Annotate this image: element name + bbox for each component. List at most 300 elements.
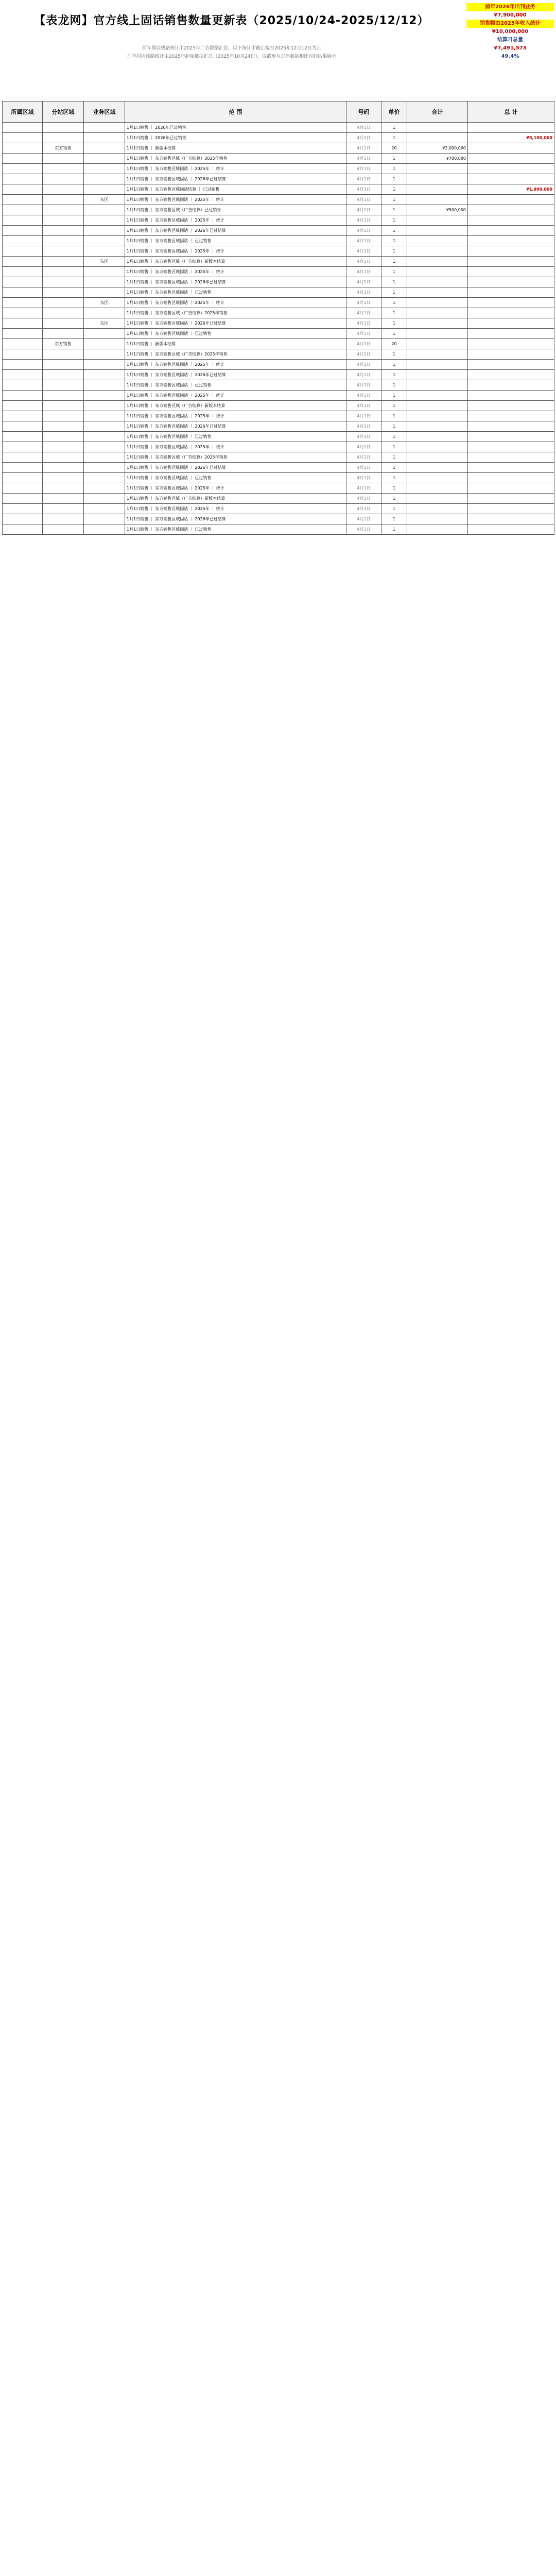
table-cell-price: 1 xyxy=(381,277,407,287)
table-row xyxy=(3,463,554,473)
table-cell-no: 4月1日 xyxy=(346,298,381,308)
table-row xyxy=(3,504,554,514)
table-cell-branch xyxy=(43,494,84,504)
table-row xyxy=(3,174,554,184)
column-header: 范 围 xyxy=(125,101,346,123)
table-cell-region xyxy=(3,524,43,535)
table-cell-region xyxy=(3,339,43,349)
table-cell-no: 4月1日 xyxy=(346,370,381,380)
table-cell-region xyxy=(3,411,43,421)
table-row xyxy=(3,164,554,174)
table-cell-no: 4月1日 xyxy=(346,391,381,401)
table-cell-sum xyxy=(407,391,468,401)
table-cell-area xyxy=(84,360,125,370)
table-cell-region xyxy=(3,308,43,318)
table-row xyxy=(3,298,554,308)
table-cell-region xyxy=(3,246,43,257)
table-cell-total xyxy=(468,463,554,473)
table-cell-total xyxy=(468,277,554,287)
table-cell-area xyxy=(84,504,125,514)
table-cell-price: 1 xyxy=(381,473,407,483)
table-cell-branch xyxy=(43,195,84,205)
table-cell-area xyxy=(84,370,125,380)
table-row xyxy=(3,339,554,349)
table-row xyxy=(3,133,554,143)
table-cell-price: 1 xyxy=(381,411,407,421)
table-cell-region xyxy=(3,257,43,267)
table-cell-total xyxy=(468,308,554,318)
table-cell-sum xyxy=(407,504,468,514)
table-cell-branch xyxy=(43,123,84,133)
table-cell-sum xyxy=(407,174,468,184)
table-cell-total xyxy=(468,339,554,349)
table-cell-sum xyxy=(407,452,468,463)
table-cell-region xyxy=(3,442,43,452)
table-cell-branch xyxy=(43,432,84,442)
table-cell-scope: 1月1日销售 ｜ 2026年已过销售 xyxy=(125,123,346,133)
table-cell-total xyxy=(468,226,554,236)
table-cell-price: 1 xyxy=(381,164,407,174)
table-cell-area xyxy=(84,411,125,421)
table-cell-scope: 1月1日销售 ｜ 东方销售区域固话 ｜ 已过销售 xyxy=(125,236,346,246)
table-cell-region xyxy=(3,432,43,442)
table-cell-area xyxy=(84,174,125,184)
table-cell-region xyxy=(3,133,43,143)
table-cell-scope: 1月1日销售 ｜ 东方销售区域固话 ｜ 2026年已过结算 xyxy=(125,514,346,524)
table-row xyxy=(3,349,554,360)
table-row xyxy=(3,143,554,154)
table-cell-total xyxy=(468,298,554,308)
table-cell-total xyxy=(468,452,554,463)
table-row xyxy=(3,442,554,452)
table-cell-area xyxy=(84,349,125,360)
table-row xyxy=(3,236,554,246)
table-cell-total xyxy=(468,514,554,524)
table-cell-total xyxy=(468,215,554,226)
table-cell-no: 4月1日 xyxy=(346,174,381,184)
table-cell-branch xyxy=(43,452,84,463)
summary-notes xyxy=(466,3,554,61)
table-cell-branch xyxy=(43,391,84,401)
table-cell-no: 4月1日 xyxy=(346,339,381,349)
table-cell-total xyxy=(468,123,554,133)
table-row xyxy=(3,154,554,164)
table-cell-area xyxy=(84,246,125,257)
table-cell-scope: 1月1日销售 ｜ 东方销售区域固话 ｜ 2025年 ｜ 统计 xyxy=(125,246,346,257)
table-cell-region xyxy=(3,236,43,246)
subtitle-line: 前年固话线路统计由2025年起始数据汇总（2025年10月24日），以截至与总体数据相比对的结果展示 xyxy=(127,54,337,59)
table-cell-branch xyxy=(43,287,84,298)
table-cell-total xyxy=(468,504,554,514)
summary-note: ¥7,491,573 xyxy=(494,45,527,51)
table-cell-sum xyxy=(407,411,468,421)
table-cell-no: 4月1日 xyxy=(346,215,381,226)
table-cell-price: 1 xyxy=(381,318,407,329)
table-cell-branch xyxy=(43,246,84,257)
table-cell-sum xyxy=(407,494,468,504)
table-cell-no: 4月1日 xyxy=(346,308,381,318)
table-cell-price: 1 xyxy=(381,463,407,473)
table-cell-total xyxy=(468,143,554,154)
table-cell-no: 4月1日 xyxy=(346,483,381,494)
table-row xyxy=(3,380,554,391)
table-cell-scope: 1月1日销售 ｜ 东方销售区域（广告结算）2025年销售 xyxy=(125,308,346,318)
table-cell-scope: 1月1日销售 ｜ 东方销售区域（广告结算）已过销售 xyxy=(125,205,346,215)
table-cell-area: 东区 xyxy=(84,257,125,267)
table-cell-area xyxy=(84,514,125,524)
table-cell-branch xyxy=(43,483,84,494)
table-cell-scope: 1月1日销售 ｜ 东方销售区域固话 ｜ 2025年 ｜ 统计 xyxy=(125,298,346,308)
table-cell-area xyxy=(84,452,125,463)
table-cell-area xyxy=(84,133,125,143)
table-cell-total xyxy=(468,524,554,535)
table-cell-price: 1 xyxy=(381,226,407,236)
summary-note: 销售额由2025年收入统计 xyxy=(466,20,554,28)
table-cell-sum xyxy=(407,215,468,226)
table-cell-area: 东区 xyxy=(84,195,125,205)
table-row xyxy=(3,524,554,535)
table-cell-branch xyxy=(43,380,84,391)
table-row xyxy=(3,329,554,339)
table-cell-sum xyxy=(407,524,468,535)
table-row xyxy=(3,452,554,463)
table-cell-no: 4月1日 xyxy=(346,360,381,370)
table-cell-sum: ¥700,000 xyxy=(407,154,468,164)
table-row xyxy=(3,226,554,236)
table-cell-price: 20 xyxy=(381,143,407,154)
table-cell-branch xyxy=(43,524,84,535)
table-row xyxy=(3,370,554,380)
table-cell-branch xyxy=(43,473,84,483)
table-cell-sum xyxy=(407,463,468,473)
table-cell-price: 1 xyxy=(381,215,407,226)
table-cell-area xyxy=(84,123,125,133)
table-cell-sum xyxy=(407,184,468,195)
table-cell-branch xyxy=(43,257,84,267)
table-row xyxy=(3,494,554,504)
table-cell-price: 1 xyxy=(381,298,407,308)
table-cell-price: 20 xyxy=(381,339,407,349)
table-cell-area xyxy=(84,401,125,411)
table-cell-area xyxy=(84,215,125,226)
table-cell-sum xyxy=(407,267,468,277)
table-cell-price: 1 xyxy=(381,370,407,380)
table-row xyxy=(3,473,554,483)
table-cell-region xyxy=(3,401,43,411)
table-cell-price: 1 xyxy=(381,432,407,442)
table-cell-sum xyxy=(407,360,468,370)
table-cell-area xyxy=(84,164,125,174)
table-cell-total xyxy=(468,236,554,246)
table-cell-scope: 1月1日销售 ｜ 东方销售区域固话 ｜ 2025年 ｜ 统计 xyxy=(125,483,346,494)
table-cell-no: 4月1日 xyxy=(346,329,381,339)
table-cell-sum xyxy=(407,133,468,143)
table-row xyxy=(3,514,554,524)
table-cell-total xyxy=(468,329,554,339)
table-cell-area xyxy=(84,184,125,195)
column-header: 业务区域 xyxy=(84,101,125,123)
table-cell-sum xyxy=(407,195,468,205)
table-row xyxy=(3,421,554,432)
table-cell-region xyxy=(3,195,43,205)
table-cell-branch xyxy=(43,184,84,195)
table-cell-total xyxy=(468,267,554,277)
table-cell-sum xyxy=(407,226,468,236)
table-cell-no: 4月1日 xyxy=(346,421,381,432)
table-cell-scope: 1月1日销售 ｜ 东方销售区域固话 ｜ 2025年 ｜ 统计 xyxy=(125,215,346,226)
table-cell-scope: 1月1日销售 ｜ 东方销售区域（广告结算）新版本结算 xyxy=(125,257,346,267)
table-cell-area xyxy=(84,463,125,473)
table-cell-no: 4月1日 xyxy=(346,442,381,452)
table-cell-scope: 1月1日销售 ｜ 东方销售区域固话 ｜ 已过销售 xyxy=(125,329,346,339)
table-cell-sum xyxy=(407,298,468,308)
table-cell-region xyxy=(3,164,43,174)
table-cell-scope: 1月1日销售 ｜ 新版本结算 xyxy=(125,339,346,349)
table-cell-price: 1 xyxy=(381,329,407,339)
table-cell-total: ¥1,900,000 xyxy=(468,184,554,195)
table-cell-price: 1 xyxy=(381,287,407,298)
table-cell-no: 4月1日 xyxy=(346,432,381,442)
table-cell-region xyxy=(3,452,43,463)
table-cell-no: 4月1日 xyxy=(346,277,381,287)
table-cell-sum xyxy=(407,432,468,442)
table-cell-no: 4月1日 xyxy=(346,524,381,535)
table-row xyxy=(3,411,554,421)
table-cell-no: 4月1日 xyxy=(346,236,381,246)
table-cell-sum xyxy=(407,442,468,452)
table-cell-sum xyxy=(407,349,468,360)
table-cell-area xyxy=(84,524,125,535)
table-cell-branch xyxy=(43,504,84,514)
table-cell-area xyxy=(84,380,125,391)
subtitle-line: 前年固话线路统计由2025年广告数据汇总，以下统计中截止截至2025年12月12日为止 xyxy=(142,46,321,51)
table-cell-scope: 1月1日销售 ｜ 东方销售区域固话 ｜ 已过销售 xyxy=(125,473,346,483)
column-header: 总 计 xyxy=(468,101,554,123)
table-cell-branch: 东方销售 xyxy=(43,143,84,154)
summary-note: 结算日总量 xyxy=(497,37,523,43)
table-cell-sum xyxy=(407,246,468,257)
table-cell-total xyxy=(468,349,554,360)
table-cell-no: 4月1日 xyxy=(346,349,381,360)
table-row xyxy=(3,483,554,494)
table-cell-no: 4月1日 xyxy=(346,380,381,391)
table-cell-region xyxy=(3,421,43,432)
summary-note: ¥7,900,000 xyxy=(494,12,527,18)
table-cell-price: 1 xyxy=(381,205,407,215)
table-cell-region xyxy=(3,391,43,401)
table-row xyxy=(3,401,554,411)
table-cell-scope: 1月1日销售 ｜ 东方销售区域（广告结算）新版本结算 xyxy=(125,494,346,504)
table-cell-scope: 1月1日销售 ｜ 东方销售区域（广告结算）2025年销售 xyxy=(125,349,346,360)
table-cell-branch xyxy=(43,236,84,246)
table-cell-scope: 1月1日销售 ｜ 东方销售区域固话 ｜ 2026年已过结算 xyxy=(125,174,346,184)
table-cell-area xyxy=(84,483,125,494)
table-cell-no: 4月1日 xyxy=(346,164,381,174)
table-cell-price: 1 xyxy=(381,421,407,432)
table-cell-sum xyxy=(407,421,468,432)
table-cell-no: 4月1日 xyxy=(346,504,381,514)
table-cell-sum xyxy=(407,473,468,483)
table-cell-sum xyxy=(407,370,468,380)
table-cell-branch: 东方销售 xyxy=(43,339,84,349)
column-header: 合计 xyxy=(407,101,468,123)
table-cell-region xyxy=(3,154,43,164)
table-cell-scope: 1月1日销售 ｜ 东方销售区域固话 ｜ 2025年 ｜ 统计 xyxy=(125,442,346,452)
table-cell-sum xyxy=(407,401,468,411)
table-cell-region xyxy=(3,504,43,514)
table-cell-branch xyxy=(43,318,84,329)
table-cell-scope: 1月1日销售 ｜ 东方销售区域固话 ｜ 已过销售 xyxy=(125,380,346,391)
table-cell-price: 1 xyxy=(381,360,407,370)
table-cell-no: 4月1日 xyxy=(346,494,381,504)
table-cell-branch xyxy=(43,360,84,370)
table-cell-no: 4月1日 xyxy=(346,246,381,257)
table-cell-area xyxy=(84,267,125,277)
table-row xyxy=(3,205,554,215)
table-cell-branch xyxy=(43,329,84,339)
table-cell-scope: 1月1日销售 ｜ 东方销售区域固话 ｜ 2025年 ｜ 统计 xyxy=(125,411,346,421)
table-cell-scope: 1月1日销售 ｜ 东方销售区域固话 ｜ 2026年已过结算 xyxy=(125,277,346,287)
table-cell-no: 4月1日 xyxy=(346,401,381,411)
table-cell-no: 4月1日 xyxy=(346,257,381,267)
table-cell-total xyxy=(468,391,554,401)
table-cell-price: 1 xyxy=(381,246,407,257)
table-cell-no: 4月1日 xyxy=(346,123,381,133)
summary-note: ¥10,000,000 xyxy=(492,29,529,35)
table-cell-price: 1 xyxy=(381,452,407,463)
table-cell-branch xyxy=(43,442,84,452)
table-cell-scope: 1月1日销售 ｜ 东方销售区域固话 ｜ 2026年已过结算 xyxy=(125,463,346,473)
table-cell-price: 1 xyxy=(381,524,407,535)
table-cell-area xyxy=(84,236,125,246)
table-cell-scope: 1月1日销售 ｜ 2026年已过销售 xyxy=(125,133,346,143)
table-cell-sum xyxy=(407,164,468,174)
table-cell-area xyxy=(84,154,125,164)
table-cell-branch xyxy=(43,308,84,318)
table-row xyxy=(3,432,554,442)
table-cell-scope: 1月1日销售 ｜ 新版本结算 xyxy=(125,143,346,154)
table-cell-area xyxy=(84,432,125,442)
table-cell-no: 4月1日 xyxy=(346,452,381,463)
table-cell-price: 1 xyxy=(381,133,407,143)
table-cell-region xyxy=(3,184,43,195)
table-cell-price: 1 xyxy=(381,349,407,360)
table-cell-price: 1 xyxy=(381,267,407,277)
table-cell-scope: 1月1日销售 ｜ 东方销售区域固话 ｜ 2025年 ｜ 统计 xyxy=(125,504,346,514)
table-cell-branch xyxy=(43,267,84,277)
table-cell-branch xyxy=(43,226,84,236)
table-cell-sum xyxy=(407,277,468,287)
table-row xyxy=(3,267,554,277)
table-cell-scope: 1月1日销售 ｜ 东方销售区域固话 ｜ 已过销售 xyxy=(125,432,346,442)
table-row xyxy=(3,184,554,195)
table-cell-branch xyxy=(43,154,84,164)
table-cell-area xyxy=(84,287,125,298)
table-cell-branch xyxy=(43,421,84,432)
table-cell-price: 1 xyxy=(381,442,407,452)
table-row xyxy=(3,308,554,318)
table-row xyxy=(3,391,554,401)
table-cell-branch xyxy=(43,164,84,174)
table-cell-total xyxy=(468,483,554,494)
table-cell-price: 1 xyxy=(381,494,407,504)
table-cell-total xyxy=(468,287,554,298)
table-cell-branch xyxy=(43,277,84,287)
table-row xyxy=(3,215,554,226)
table-row xyxy=(3,246,554,257)
table-cell-branch xyxy=(43,174,84,184)
table-cell-branch xyxy=(43,514,84,524)
table-cell-total xyxy=(468,473,554,483)
table-cell-area xyxy=(84,494,125,504)
table-cell-sum xyxy=(407,329,468,339)
table-cell-no: 4月1日 xyxy=(346,411,381,421)
table-row xyxy=(3,123,554,133)
table-cell-total xyxy=(468,205,554,215)
table-cell-area xyxy=(84,421,125,432)
table-cell-price: 1 xyxy=(381,391,407,401)
table-cell-area xyxy=(84,226,125,236)
table-cell-no: 4月1日 xyxy=(346,318,381,329)
table-cell-no: 4月1日 xyxy=(346,154,381,164)
table-cell-total xyxy=(468,246,554,257)
table-cell-no: 4月1日 xyxy=(346,143,381,154)
table-cell-no: 4月1日 xyxy=(346,267,381,277)
table-cell-area xyxy=(84,205,125,215)
table-cell-price: 1 xyxy=(381,257,407,267)
table-cell-area: 东区 xyxy=(84,318,125,329)
table-row xyxy=(3,277,554,287)
table-cell-region xyxy=(3,174,43,184)
table-cell-total xyxy=(468,154,554,164)
table-cell-area xyxy=(84,143,125,154)
table-cell-price: 1 xyxy=(381,401,407,411)
table-cell-scope: 1月1日销售 ｜ 东方销售区域固话 ｜ 2025年 ｜ 统计 xyxy=(125,195,346,205)
table-cell-region xyxy=(3,360,43,370)
table-cell-region xyxy=(3,514,43,524)
table-cell-total xyxy=(468,442,554,452)
table-cell-branch xyxy=(43,463,84,473)
summary-note: 49.4% xyxy=(501,54,519,59)
table-body xyxy=(3,123,554,535)
table-cell-region xyxy=(3,277,43,287)
table-cell-region xyxy=(3,380,43,391)
table-cell-sum xyxy=(407,380,468,391)
table-cell-region xyxy=(3,298,43,308)
table-cell-branch xyxy=(43,401,84,411)
table-cell-region xyxy=(3,215,43,226)
table-cell-scope: 1月1日销售 ｜ 东方销售区域固话 ｜ 已过销售 xyxy=(125,287,346,298)
table-cell-region xyxy=(3,123,43,133)
table-cell-region xyxy=(3,473,43,483)
table-cell-area: 东区 xyxy=(84,298,125,308)
table-cell-total xyxy=(468,164,554,174)
table-cell-region xyxy=(3,205,43,215)
table-cell-total xyxy=(468,370,554,380)
table-cell-region xyxy=(3,287,43,298)
table-cell-total: ¥8,100,000 xyxy=(468,133,554,143)
table-cell-region xyxy=(3,483,43,494)
table-cell-branch xyxy=(43,411,84,421)
sales-table xyxy=(2,101,554,535)
table-cell-scope: 1月1日销售 ｜ 东方销售区域固话 ｜ 2026年已过结算 xyxy=(125,318,346,329)
table-cell-total xyxy=(468,494,554,504)
table-row xyxy=(3,318,554,329)
column-header: 单价 xyxy=(381,101,407,123)
table-cell-region xyxy=(3,318,43,329)
table-cell-no: 4月1日 xyxy=(346,205,381,215)
table-cell-scope: 1月1日销售 ｜ 东方销售区域固话 ｜ 2025年 ｜ 统计 xyxy=(125,267,346,277)
